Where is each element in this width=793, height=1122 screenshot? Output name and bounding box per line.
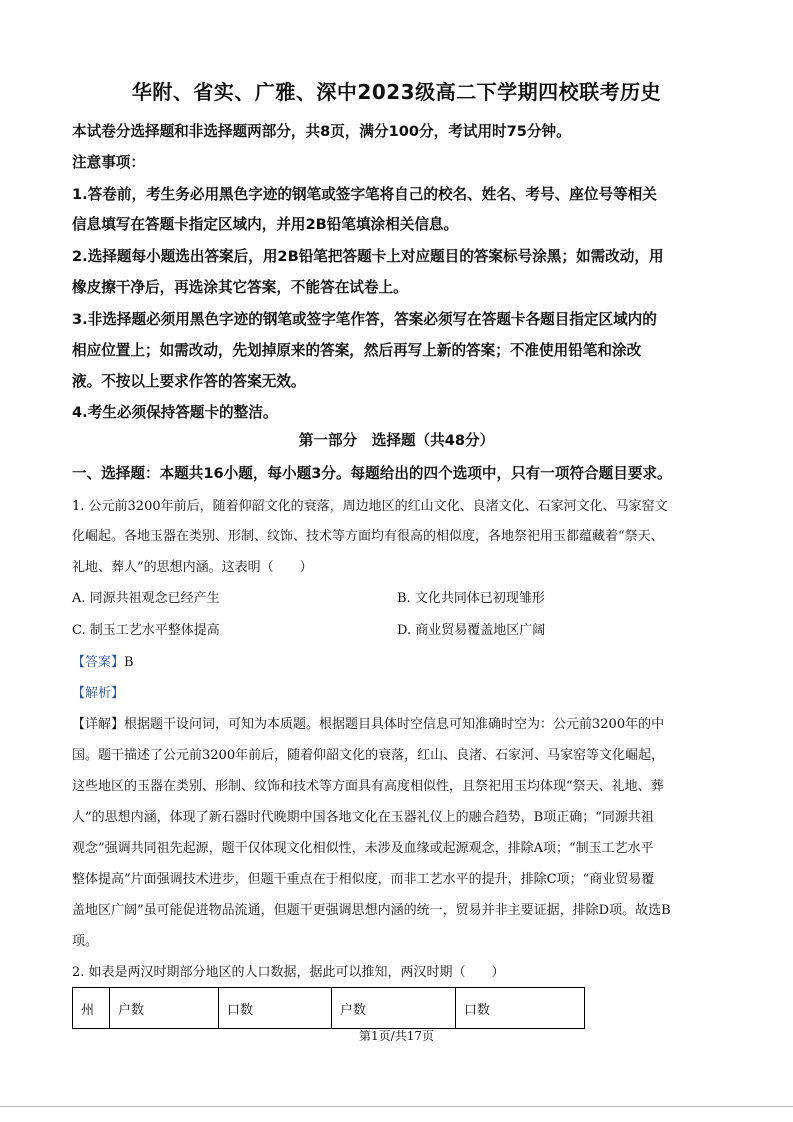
notice-line: 相应位置上；如需改动，先划掉原来的答案，然后再写上新的答案；不准使用铅笔和涂改 — [72, 342, 642, 359]
q1-option-b: B. 文化共同体已初现雏形 — [397, 591, 545, 606]
notice-line: 2.选择题每小题选出答案后，用2B铅笔把答题卡上对应题目的答案标号涂黑；如需改动，用 — [72, 248, 664, 265]
q1-detail-line: 项。 — [72, 934, 99, 949]
notice-heading: 注意事项： — [72, 154, 145, 171]
q2-stem: 2. 如表是两汉时期部分地区的人口数据，据此可以推知，两汉时期（ ） — [72, 965, 505, 980]
q1-detail-line: 观念”强调共同祖先起源，题干仅体现文化相似性，未涉及血缘或起源观念，排除A项；“制玉工艺水平 — [72, 841, 654, 856]
exam-title: 华附、省实、广雅、深中2023级高二下学期四校联考历史 — [131, 80, 662, 104]
detail-text: 根据题干设问词，可知为本质题。根据题目具体时空信息可知准确时空为：公元前3200年的中 — [124, 717, 665, 732]
section-heading: 一、选择题：本题共16小题，每小题3分。每题给出的四个选项中，只有一项符合题目要求。 — [72, 465, 672, 482]
q1-option-c: C. 制玉工艺水平整体提高 — [72, 623, 220, 638]
detail-tag: 【详解】 — [72, 717, 125, 732]
table-header-cell: 口数 — [219, 988, 332, 1029]
table-header-cell: 户数 — [332, 988, 456, 1029]
q1-stem-line: 礼地、葬人”的思想内涵。这表明（ ） — [72, 560, 313, 575]
notice-line: 3.非选择题必须用黑色字迹的钢笔或签字笔作答，答案必须写在答题卡各题目指定区域内的 — [72, 311, 657, 328]
q1-stem-line: 化崛起。各地玉器在类别、形制、纹饰、技术等方面均有很高的相似度，各地祭祀用玉都蕴藏着“祭天、 — [72, 529, 664, 544]
q1-detail-line: 人”的思想内涵，体现了新石器时代晚期中国各地文化在玉器礼仪上的融合趋势，B项正确；“同源共祖 — [72, 810, 654, 825]
page-bottom-divider — [0, 1106, 793, 1107]
q1-detail-line: 盖地区广阔”虽可能促进物品流通，但题干更强调思想内涵的统一，贸易并非主要证据，排除D项。故选B — [72, 903, 671, 918]
answer-tag: 【答案】 — [72, 655, 125, 670]
q1-analysis-heading — [72, 682, 732, 701]
part-heading: 第一部分 选择题（共48分） — [298, 432, 495, 449]
q1-answer — [72, 651, 732, 670]
q1-detail-line: 国。题干描述了公元前3200年前后，随着仰韶文化的衰落，红山、良渚、石家河、马家窑等文化崛起， — [72, 748, 665, 763]
q1-stem-line: 1. 公元前3200年前后，随着仰韶文化的衰落，周边地区的红山文化、良渚文化、石家河文化、马家窑文 — [72, 499, 668, 514]
notice-line: 信息填写在答题卡指定区域内，并用2B铅笔填涂相关信息。 — [72, 216, 459, 233]
answer-value: B — [124, 655, 134, 670]
exam-intro: 本试卷分选择题和非选择题两部分，共8页，满分100分，考试用时75分钟。 — [72, 123, 571, 140]
table-header-cell: 户数 — [110, 988, 219, 1029]
notice-line: 4.考生必须保持答题卡的整洁。 — [72, 404, 278, 421]
analysis-tag: 【解析】 — [72, 686, 125, 701]
notice-line: 液。不按以上要求作答的答案无效。 — [72, 373, 306, 390]
q1-option-d: D. 商业贸易覆盖地区广阔 — [397, 623, 546, 638]
q1-detail-line — [72, 713, 732, 732]
page-footer: 第1页/共17页 — [359, 1029, 434, 1043]
q1-detail-line: 整体提高”片面强调技术进步，但题干重点在于相似度，而非工艺水平的提升，排除C项；“商业贸易覆 — [72, 872, 655, 887]
table-header-row — [73, 988, 585, 1029]
table-header-cell: 口数 — [456, 988, 585, 1029]
q1-detail-line: 这些地区的玉器在类别、形制、纹饰和技术等方面具有高度相似性，且祭祀用玉均体现“祭天、礼地、葬 — [72, 779, 664, 794]
q1-option-a: A. 同源共祖观念已经产生 — [72, 591, 220, 606]
notice-line: 橡皮擦干净后，再选涂其它答案，不能答在试卷上。 — [72, 279, 408, 296]
table-header-cell: 州 — [73, 988, 110, 1029]
population-table — [72, 987, 585, 1029]
notice-line: 1.答卷前，考生务必用黑色字迹的钢笔或签字笔将自己的校名、姓名、考号、座位号等相关 — [72, 186, 657, 203]
